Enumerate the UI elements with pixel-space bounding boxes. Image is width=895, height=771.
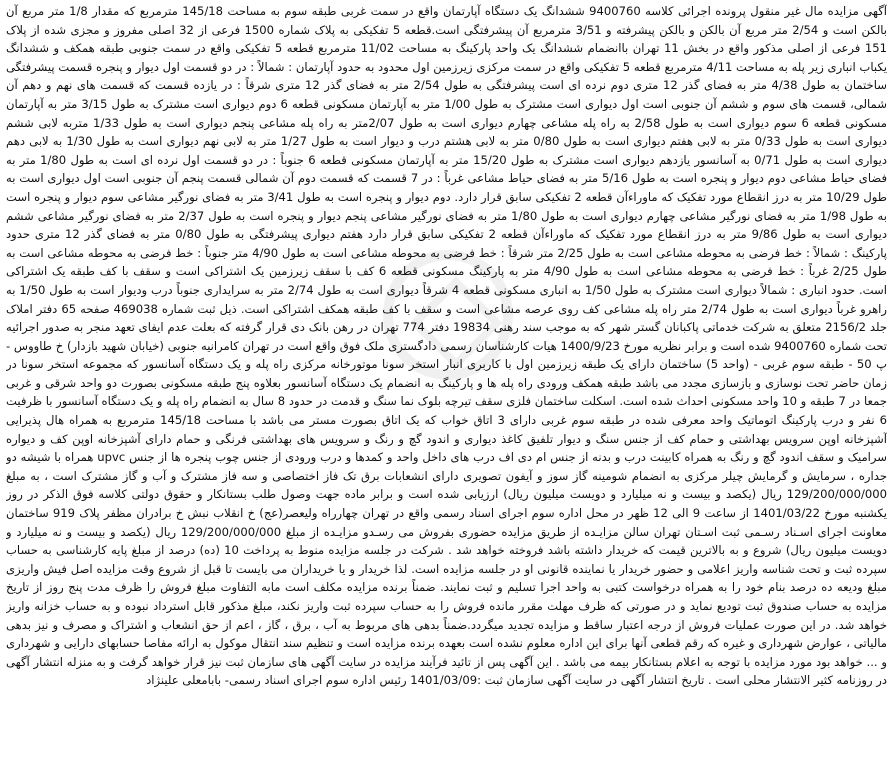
auction-notice-document: [6, 2, 887, 769]
notice-body-text: آگهی مزایده مال غیر منقول پرونده اجرائی کلاسه 9400760 ششدانگ یک دستگاه آپارتمان واقع در سمت غربی طبقه سوم به مساحت 145/18 مترمربع که مقدار 1/8 متر مربع آن بالکن است و 2/54 متر مربع آن بالکن و بالکن پیشرفته و 3/51 مترمربع آن پیشرفتگی است.قطعه 5 تفکیکی به پلاک شماره 1500 فرعی از 32 اصلی مفروز و مجزی شده از پلاک 151 فرعی از اصلی مذکور واقع در بخش 11 تهران باانضمام ششدانگ یک واحد پارکینگ به مساحت 11/02 مترمربع قطعه 5 تفکیکی واقع در سمت جنوبی طبقه همکف و ششدانگ یکباب انباری زیر پله به مساحت 4/11 مترمربع قطعه 5 تفکیکی واقع در سمت مرکزی زیرزمین اول محدود به حدود آپارتمان : شمالاً : در دو قسمت اول دیوار و پنجره قسمت پیشرفتگی ساختمان به طول 4/38 متر به فضای گذر 12 متری دوم نرده ای است پیشرفتگی به طول 2/54 متر به فضای گذر 12 متری شرقاً : در یازده قسمت که قسمت های نهم و دهم آن شمالی، قسمت های سوم و ششم آن جنوبی است اول دیواری است مشترک به طول 1/00 متر به آپارتمان مسکونی قطعه 6 دوم دیواری است مشترک به طول 3/15 متر به آپارتمان مسکونی قطعه 6 سوم دیواری است به طول 2/58 به راه پله مشاعی چهارم دیواری است به طول 2/07متر به راه پله مشاعی پنجم دیواری است به طول 1/33 متربه لابی ششم دیواری است به طول 0/33 متر به لابی هفتم دیواری است به طول 0/80 متر به لابی هشتم درب و دیوار است به طول 1/27 متر به لابی نهم دیواری است به طول 1/30 به لابی دهم دیواری است به طول 0/71 به آسانسور یازدهم دیواری است مشترک به طول 15/20 متر به آپارتمان مسکونی قطعه 6 جنوباً : در دو قسمت اول نرده ای است به طول 1/80 متر به فضای حیاط مشاعی دوم دیوار و پنجره است به طول 5/16 متر به فضای حیاط مشاعی غرباً : در 7 قسمت که قسمت دوم آن شمالی قسمت پنجم آن جنوبی است اول دیواری است به طول 10/29 متر به درز انقطاع مورد تفکیک که ماوراءآن قطعه 2 تفکیکی سابق قرار دارد. دوم دیوار و پنجره است به طول 3/41 متر به فضای نورگیر مشاعی سوم دیوار و پنجره است به طول 1/98 متر به فضای نورگیر مشاعی چهارم دیواری است به طول 1/80 متر به فضای نورگیر مشاعی پنجم دیوار و پنجره است به طول 2/37 متر به فضای نورگیر مشاعی ششم دیواری است به طول 9/86 متر به درز انقطاع مورد تفکیک که ماوراءآن قطعه 2 تفکیکی سابق قرار دارد هفتم دیواری پیشرفتگی به طول 0/80 متر به فضای گذر 12 متری حدود پارکینگ : شمالاً : خط فرضی به محوطه مشاعی است به طول 2/25 متر شرقاً : خط فرضی به محوطه مشاعی است به طول 4/90 متر جنوباً : خط فرضی به محوطه مشاعی است به طول 2/25 غرباً : خط فرضی به محوطه مشاعی است به طول 4/90 متر به پارکینگ مسکونی قطعه 6 کف با سقف زیرزمین یک اشتراکی است و سقف با کف طبقه یک اشتراکی است. حدود انباری : شمالاً دیواری است مشترک به طول 1/50 به انباری مسکونی قطعه 4 شرقاً دیواری است به طول 2/74 متر به سرایداری جنوباً درب ودیوار است به طول 1/50 به راهرو غرباً دیواری است به طول 2/74 متر راه پله مشاعی کف روی عرصه مشاعی است و سقف با کف طبقه همکف اشتراکی است. ذیل ثبت شماره 469038 صفحه 65 دفتر املاک جلد 2156/2 متعلق به شرکت خدماتی پاکبانان گستر شهر که به موجب سند رهنی 19834 دفتر 774 تهران در رهن بانک دی قرار گرفته که بعلت عدم ایفای تعهد منجر به صدور اجرائیه تحت شماره 9400760 شده است و برابر نظریه مورخ 1400/9/23 هیات کارشناسان رسمی دادگستری ملک فوق واقع است در تهران کامرانیه جنوبی (خیابان شهید بازدار) خ طاووس - پ 50 - طبقه سوم غربی - (واحد 5) ساختمان دارای یک طبقه زیرزمین اول با کاربری انبار استخر سونا موتورخانه مرکزی راه پله و یک دستگاه آسانسور که مجموعه استخر سونا در زمان حاضر تحت نوسازی و بازسازی مجدد می باشد طبقه همکف ورودی راه پله ها و پارکینگ به انضمام یک دستگاه آسانسور بعلاوه پنج طبقه مسکونی بصورت دو واحد شرقی و غربی جمعا در 7 طبقه و 10 واحد مسکونی احداث شده است. اسکلت ساختمان فلزی سقف تیرچه بلوک نما سنگ و قدمت در حدود 8 سال به انضمام راه پله و یک دستگاه آسانسور با ظرفیت 6 نفر و درب پارکینگ اتوماتیک واحد معرفی شده در طبقه سوم غربی دارای 3 اتاق خواب که یک اتاق بصورت مستر می باشد با مساحت 145/18 مترمربع به همراه هال پذیرایی آشپزخانه اوپن سرویس بهداشتی و حمام کف از جنس سنگ و دیوار تلفیق کاغذ دیواری و اندود گچ و رنگ و سرویس های بهداشتی فرنگی و حمام دارای آشپزخانه اوپن کف و دیواره سرامیک و سقف اندود گچ و رنگ به همراه کابینت درب و بدنه از جنس ام دی اف درب های داخل واحد و کمدها و درب ورودی از جنس چوب پنجره ها از جنس upvc همراه با شیشه دو جداره ، سرمایش و گرمایش چیلر مرکزی به انضمام شومینه گاز سوز و آیفون تصویری دارای انشعابات برق تک فاز اختصاصی و سه فاز مشترک و آب و گاز مشترک است ، به مبلغ 129/200/000/000 ریال (یکصد و بیست و نه میلیارد و دویست میلیون ریال) ارزیابی شده است و برابر ماده جهت وصول طلب بستانکار و حقوق دولتی کلاسه فوق الذکر در روز یکشنبه مورخ 1401/03/22 از ساعت 9 الی 12 ظهر در محل اداره سوم اجرای اسناد رسمی واقع در تهران چهارراه ولیعصر(عج) خ انقلاب نبش خ برادران مظفر پلاک 919 ساختمان معاونت اجرای اسـناد رسـمی ثبت اسـتان تهران سالن مزایـده از طریق مزایده حضوری بفروش می رسـدو مزایـده از مبلغ 129/200/000/000 ریال (یکصد و بیست و نه میلیارد و دویست میلیون ریال) شروع و به بالاترین قیمت که خریدار داشته باشد فروخته خواهد شد . شرکت در جلسه مزایده منوط به پرداخت 10 (ده) درصد از مبلغ پایه کارشناسی به حساب سپرده ثبت و تحت شناسه واریز اعلامی و حضور خریدار یا نماینده قانونی او در جلسه مزایده است. لذا خریدار و یا خریداران می بایست تا قبل از شروع وقت مزایده اصل فیش واریزی مبلغ ودیعه ده درصد بنام خود را به همراه درخواست کتبی به واحد اجرا تسلیم و ثبت نمایند. ضمناً برنده مزایده مکلف است مابه التفاوت مبلغ فروش را ظرف مدت پنج روز از تاریخ مزایده به حساب صندوق ثبت توديع نمايد و در صورتی که ظرف مهلت مقرر مانده فروش را به حساب سپرده ثبت واریز نکند، مبلغ مذکور قابل استرداد نبوده و به حساب خزانه واریز خواهد شد. در این صورت عملیات فروش از درجه اعتبار ساقط و مزایده تجدید میگردد.ضمناً بدهی های مربوط به آب ، برق ، گاز ، اعم از حق انشعاب و اشتراک و مصرف و نیز بدهی مالیاتی ، عوارض شهرداری و غیره که رقم قطعی آنها برای این اداره معلوم نشده است بعهده برنده مزایده است و تنظیم سند انتقال موکول به ارائه مفاصا حسابهای دارایی و شهرداری و ... خواهد بود مورد مزایده با توجه به اعلام بستانکار بیمه می باشد . این آگهی پس از تائید فرآیند مزایده در سایت آگهی های سازمان ثبت نیز قرار خواهد گرفت و به منزله انتشار آگهی در روزنامه کثیر الانتشار محلی است . تاریخ انتشار آگهی در سایت آگهی سازمان ثبت :1401/03/09 رئیس اداره سوم اجرای اسناد رسمی- بابامعلی علینژاد: [6, 4, 887, 688]
